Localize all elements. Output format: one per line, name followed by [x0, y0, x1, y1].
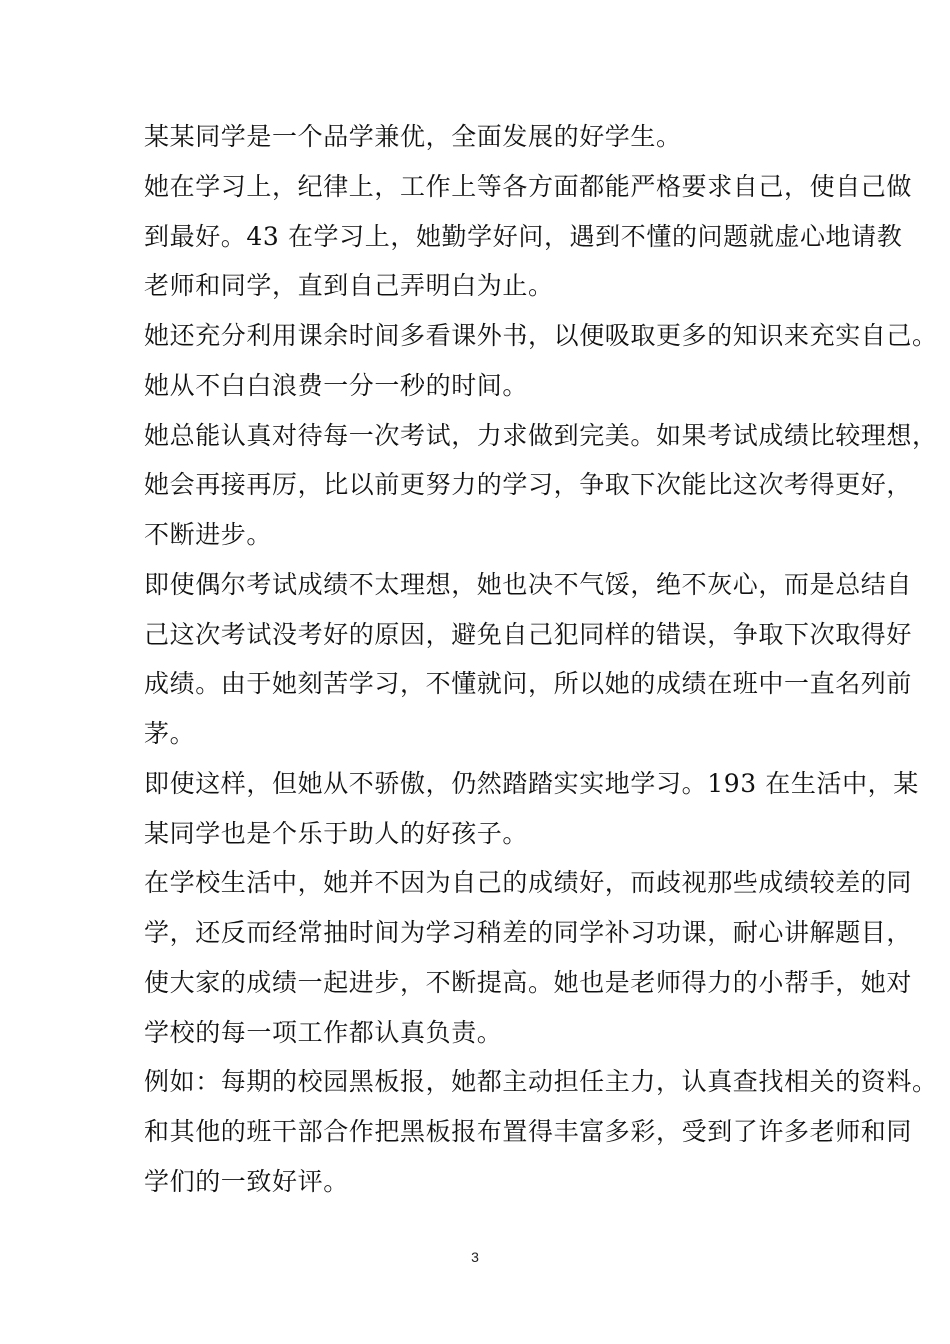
text-line: 某某同学是一个品学兼优，全面发展的好学生。 — [144, 122, 682, 151]
text-line: 她在学习上，纪律上，工作上等各方面都能严格要求自己，使自己做 — [144, 172, 913, 201]
text-line: 茅。 — [144, 719, 196, 748]
text-line: 和其他的班干部合作把黑板报布置得丰富多彩，受到了许多老师和同 — [144, 1117, 913, 1146]
text-line: 即使偶尔考试成绩不太理想，她也决不气馁，绝不灰心，而是总结自 — [144, 570, 913, 599]
text-line: 老师和同学，直到自己弄明白为止。 — [144, 271, 554, 300]
page-number: 3 — [471, 1249, 479, 1265]
text-line: 使大家的成绩一起进步，不断提高。她也是老师得力的小帮手，她对 — [144, 968, 913, 997]
text-line: 她还充分利用课余时间多看课外书，以便吸取更多的知识来充实自己。 — [144, 321, 938, 350]
text-line: 己这次考试没考好的原因，避免自己犯同样的错误，争取下次取得好 — [144, 620, 913, 649]
text-line: 学们的一致好评。 — [144, 1167, 349, 1196]
text-line: 她会再接再厉，比以前更努力的学习，争取下次能比这次考得更好， — [144, 470, 913, 499]
text-line: 她总能认真对待每一次考试，力求做到完美。如果考试成绩比较理想， — [144, 421, 938, 450]
text-line: 她从不白白浪费一分一秒的时间。 — [144, 371, 529, 400]
text-line: 在学校生活中，她并不因为自己的成绩好，而歧视那些成绩较差的同 — [144, 868, 913, 897]
text-line: 到最好。43 在学习上，她勤学好问，遇到不懂的问题就虚心地请教 — [144, 222, 903, 251]
text-line: 某同学也是个乐于助人的好孩子。 — [144, 819, 529, 848]
text-line: 成绩。由于她刻苦学习，不懂就问，所以她的成绩在班中一直名列前 — [144, 669, 913, 698]
text-line: 即使这样，但她从不骄傲，仍然踏踏实实地学习。193 在生活中，某 — [144, 769, 919, 798]
text-line: 不断进步。 — [144, 520, 273, 549]
text-line: 例如：每期的校园黑板报，她都主动担任主力，认真查找相关的资料。 — [144, 1067, 938, 1096]
text-line: 学校的每一项工作都认真负责。 — [144, 1018, 503, 1047]
text-line: 学，还反而经常抽时间为学习稍差的同学补习功课，耐心讲解题目， — [144, 918, 913, 947]
